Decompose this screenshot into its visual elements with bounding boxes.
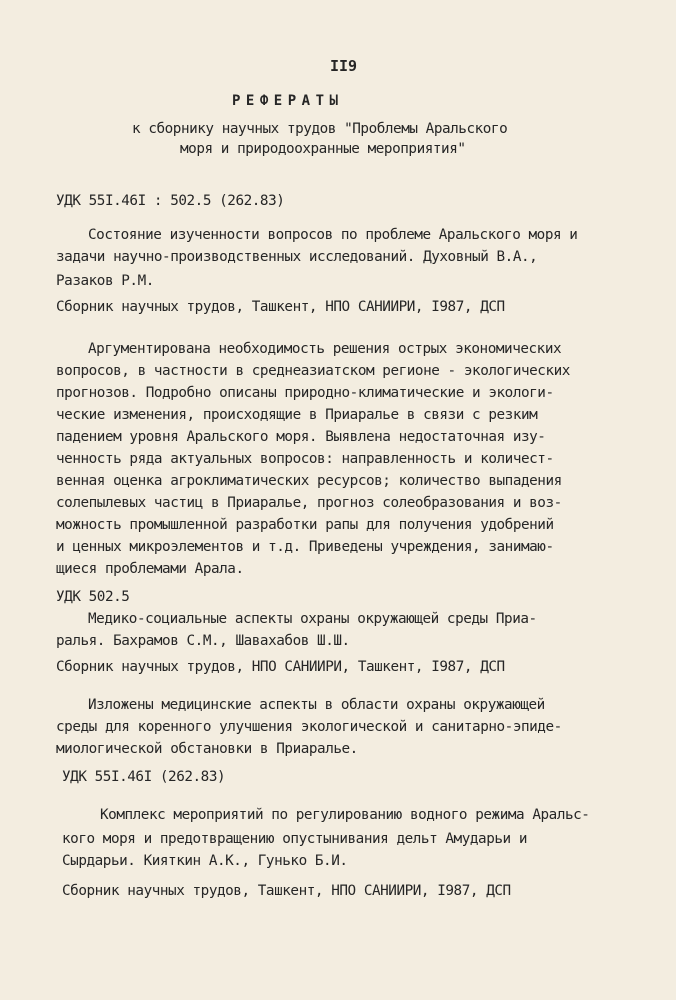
abstract-text-line: венная оценка агроклиматических ресурсов; количество выпадения [56, 473, 562, 489]
abstract-title-line: Сырдарьи. Кияткин А.К., Гунько Б.И. [62, 853, 348, 869]
abstract-title-line: Медико-социальные аспекты охраны окружающей среды Приа- [88, 611, 537, 627]
abstract-title-line: задачи научно-производственных исследований. Духовный В.А., [56, 249, 538, 265]
abstract-text-line: прогнозов. Подробно описаны природно-климатические и экологи- [56, 385, 554, 401]
abstract-text-line: среды для коренного улучшения экологической и санитарно-эпиде- [56, 719, 562, 735]
abstract-title-line: Комплекс мероприятий по регулированию водного режима Аральс- [100, 807, 590, 823]
section-subtitle-line: к сборнику научных трудов "Проблемы Аральского [132, 121, 508, 137]
abstract-title-line: кого моря и предотвращению опустынивания дельт Амударьи и [62, 831, 527, 847]
source-citation: Сборник научных трудов, Ташкент, НПО САНИИРИ, I987, ДСП [62, 883, 511, 899]
abstract-text-line: солепылевых частиц в Приаралье, прогноз солеобразования и воз- [56, 495, 562, 511]
abstract-text-line: щиеся проблемами Арала. [56, 561, 244, 577]
abstract-text-line: ченность ряда актуальных вопросов: направленность и количест- [56, 451, 554, 467]
page-number: II9 [330, 57, 358, 75]
abstract-text-line: Аргументирована необходимость решения острых экономических [88, 341, 562, 357]
abstract-title-line: ралья. Бахрамов С.М., Шавахабов Ш.Ш. [56, 633, 350, 649]
source-citation: Сборник научных трудов, НПО САНИИРИ, Ташкент, I987, ДСП [56, 659, 505, 675]
abstract-text-line: ческие изменения, происходящие в Приаралье в связи с резким [56, 407, 538, 423]
section-heading: РЕФЕРАТЫ [232, 93, 344, 109]
udk-code: УДК 502.5 [56, 589, 130, 605]
abstract-text-line: вопросов, в частности в среднеазиатском регионе - экологических [56, 363, 570, 379]
abstract-text-line: миологической обстановки в Приаралье. [56, 741, 358, 757]
udk-code: УДК 55I.46I (262.83) [62, 769, 226, 785]
abstract-text-line: падением уровня Аральского моря. Выявлена недостаточная изу- [56, 429, 546, 445]
section-subtitle-line: моря и природоохранные мероприятия" [180, 141, 466, 157]
abstract-title-line: Состояние изученности вопросов по проблеме Аральского моря и [88, 227, 578, 243]
source-citation: Сборник научных трудов, Ташкент, НПО САНИИРИ, I987, ДСП [56, 299, 505, 315]
abstract-text-line: Изложены медицинские аспекты в области охраны окружающей [88, 697, 545, 713]
abstract-title-line: Разаков Р.М. [56, 273, 154, 289]
abstract-text-line: и ценных микроэлементов и т.д. Приведены учреждения, занимаю- [56, 539, 554, 555]
abstract-text-line: можность промышленной разработки рапы для получения удобрений [56, 517, 554, 533]
udk-code: УДК 55I.46I : 502.5 (262.83) [56, 193, 285, 209]
